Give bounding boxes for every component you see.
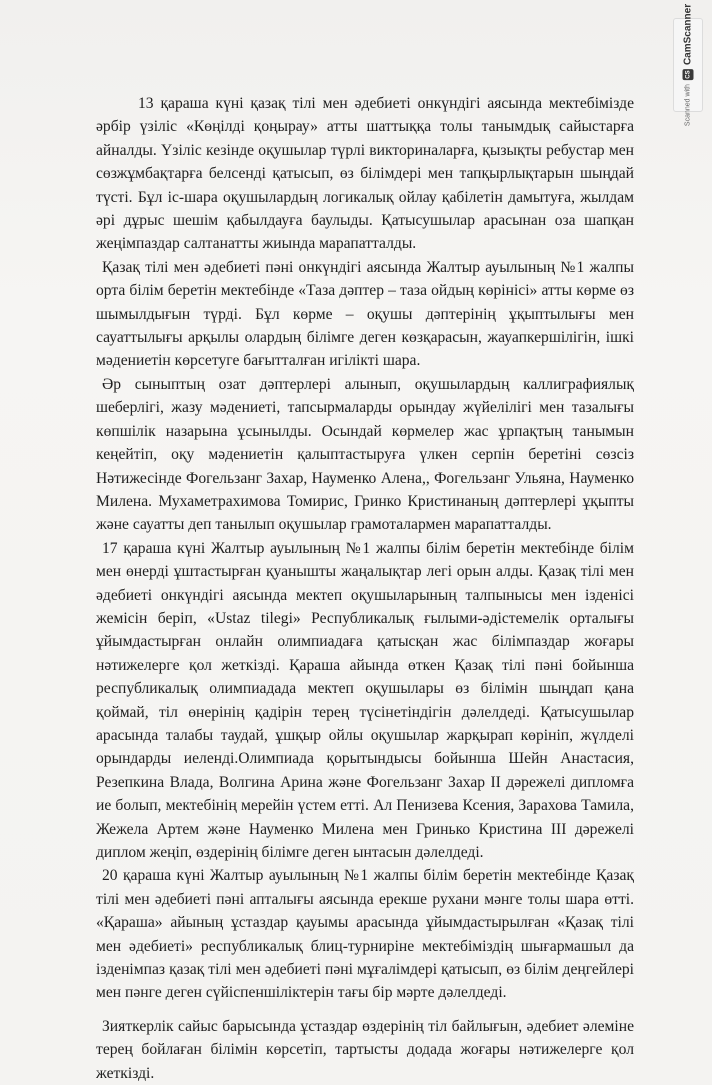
paragraph-3: Әр сыныптың озат дәптерлері алынып, оқушылардың каллиграфиялық шеберлігі, жазу мәдениеті, тапсырмаларды орындау жүйелілігі мен тазалығы көпшілік назарына ұсынылды. Осындай көрмелер жас ұрпақтың танымын кеңейтіп, оқу мәдениетін қалыптастыруға үлкен серпін беретіні сөзсіз Нәтижесінде Фогельзанг Захар, Науменко Алена,, Фогельзанг Ульяна, Науменко Милена. Мухаметрахимова Томирис, Гринко Кристинаның дәптерлері ұқыпты және сауатты деп танылып оқушылар грамоталармен марапатталды. xyxy=(96,375,634,534)
camscanner-badge xyxy=(673,3,703,127)
paragraph-1: 13 қараша күні қазақ тілі мен әдебиеті онкүндігі аясында мектебімізде әрбір үзіліс «Көңілді қоңырау» атты шаттыққа толы танымдық сайыстарға айналды. Үзіліс кезінде оқушылар түрлі викториналарға, қызықты ребустар мен сөзжұмбақтарға белсенді қатысып, өз білімдері мен тапқырлықтарын шыңдай түсті. Бұл іс-шара оқушылардың логикалық ойлау қабілетін дамытуға, жылдам әрі дұрыс шешім қабылдауға баулыды. Қатысушылар арасынан оза шапқан жеңімпаздар салтанатты жиында марапатталды. xyxy=(96,95,634,253)
scanned-with-label: Scanned with xyxy=(684,84,692,127)
camscanner-brand: CamScanner xyxy=(682,3,694,66)
paragraph-4: 17 қараша күні Жалтыр ауылының №1 жалпы білім беретін мектебінде білім мен өнерді ұштастырған қуанышты жаңалықтар легі орын алды. Қазақ тілі мен әдебиеті онкүндігі аясында мектеп оқушыларының талпынысы мен ізденісі жемісін беріп, «Ustaz tilegi» Республикалық ғылыми-әдістемелік орталығы ұйымдастырған онлайн олимпиадаға қатысқан жас білімпаздар жоғары нәтижелерге қол жеткізді. Қараша айында өткен Қазақ тілі пәні бойынша республикалық олимпиадада мектеп оқушылары өз білімін шыңдап қана қоймай, тіл өнерінің қадірін терең түсінетіндігін дәлелдеді. Қатысушылар арасында талабы таудай, ұшқыр ойлы оқушылар жарқырап көрініп, жүлделі орындарды иеленді.Олимпиада қорытындысы бойынша Шейн Анастасия, Резепкина Влада, Волгина Арина және Фогельзанг Захар II дәрежелі дипломға ие болып, мектебінің мерейін үстем етті. Ал Пенизева Ксения, Зарахова Тамила, Жежела Артем және Науменко Милена мен Гринько Кристина III дәрежелі диплом жеңіп, өздерінің білімге деген ынтасын дәлелдеді. xyxy=(96,539,634,861)
paragraph-2: Қазақ тілі мен әдебиеті пәні онкүндігі аясында Жалтыр ауылының №1 жалпы орта білім беретін мектебінде «Таза дәптер – таза ойдың көрінісі» атты көрме өз шымылдығын түрді. Бұл көрме – оқушы дәптерінің ұқыптылығы мен сауаттылығы арқылы олардың білімге деген көзқарасын, жауапкершілігін, ішкі мәдениетін көрсетуге бағытталған игілікті шара. xyxy=(96,258,634,370)
paragraph-5: 20 қараша күні Жалтыр ауылының №1 жалпы білім беретін мектебінде Қазақ тілі мен әдебиеті пәні апталығы аясында ерекше рухани мәнге толы шара өтті. «Қараша» айының ұстаздар қауымы арасында ұйымдастырылған «Қазақ тілі мен әдебиеті» республикалық блиц-турниріне мектебімiздің шығармашыл да ізденімпаз қазақ тілі мен әдебиеті пәні мұғалімдері қатысып, өз білім деңгейлері мен пәнге деген сүйіспеншіліктерін тағы бір мәрте дәлелдеді. xyxy=(96,867,634,1002)
document-body xyxy=(96,92,634,1085)
paragraph-6: Зияткерлік сайыс барысында ұстаздар өздерінің тіл байлығын, әдебиет әлеміне терең бойлаған білімін көрсетіп, тартысты додада жоғары нәтижелерге қол жеткізді. xyxy=(96,1017,634,1082)
camscanner-logo-icon: CS xyxy=(683,69,694,80)
